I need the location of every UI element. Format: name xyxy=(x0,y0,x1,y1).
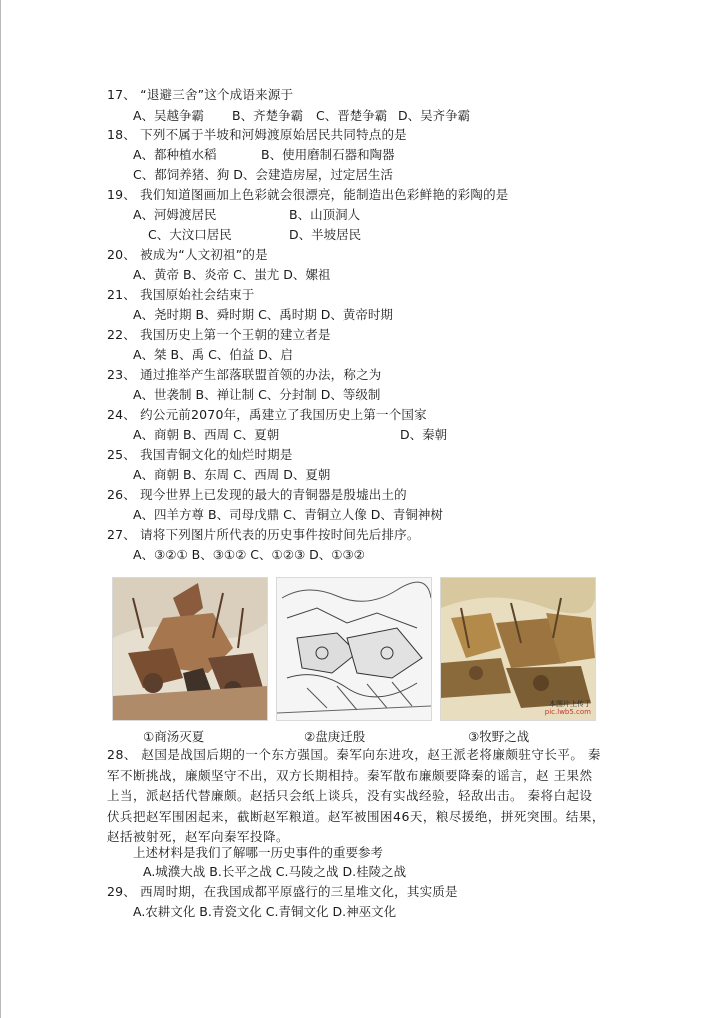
question-28-options: A.城濮大战 B.长平之战 C.马陵之战 D.桂陵之战 xyxy=(143,864,407,879)
question-24-stem: 24、 约公元前2070年，禹建立了我国历史上第一个国家 xyxy=(107,407,427,422)
question-17-stem: 17、 “退避三舍”这个成语来源于 xyxy=(107,87,294,102)
question-24-option-d: D、秦朝 xyxy=(400,427,448,442)
image-1-caption: ①商汤灭夏 xyxy=(143,729,205,744)
question-26-stem: 26、 现今世界上已发现的最大的青铜器是殷墟出土的 xyxy=(107,487,407,502)
question-19-option-c: C、大汶口居民 xyxy=(148,227,232,242)
question-20-options: A、黄帝 B、炎帝 C、蚩尤 D、嫘祖 xyxy=(133,267,331,282)
question-28-line-1: 28、 赵国是战国后期的一个东方强国。秦军向东进攻，赵王派老将廉颇驻守长平。 秦 xyxy=(107,747,601,762)
question-27-stem: 27、 请将下列图片所代表的历史事件按时间先后排序。 xyxy=(107,527,420,542)
painting-image xyxy=(113,578,267,720)
question-28-line-2: 军不断挑战，廉颇坚守不出，双方长期相持。秦军散布廉颇要降秦的谣言，赵 王果然 xyxy=(107,767,593,783)
image-battle-of-muye xyxy=(440,577,596,721)
question-27-options: A、③②① B、③①② C、①②③ D、①③② xyxy=(133,547,365,562)
image-2-caption: ②盘庚迁殷 xyxy=(304,729,366,744)
question-25-stem: 25、 我国青铜文化的灿烂时期是 xyxy=(107,447,293,462)
question-17-option-a: A、吴越争霸 xyxy=(133,108,205,123)
question-25-options: A、商朝 B、东周 C、西周 D、夏朝 xyxy=(133,467,331,482)
question-28-passage xyxy=(107,745,615,848)
question-28-line-4: 伏兵把赵军围困起来，截断赵军粮道。赵军被围困46天，粮尽援绝，拼死突围。结果， xyxy=(107,808,605,824)
image-3-caption: ③牧野之战 xyxy=(468,729,530,744)
question-17-option-d: D、吴齐争霸 xyxy=(398,108,471,123)
question-17-option-c: C、晋楚争霸 xyxy=(316,108,388,123)
question-26-options: A、四羊方尊 B、司母戊鼎 C、青铜立人像 D、青铜神树 xyxy=(133,507,443,522)
watermark-text: 本图片上传于 xyxy=(549,700,591,708)
question-28-line-3: 上当，派赵括代替廉颇。赵括只会纸上谈兵，没有实战经验，轻敌出击。 秦将白起设 xyxy=(107,788,593,803)
question-18-option-b: B、使用磨制石器和陶器 xyxy=(261,147,395,162)
watermark xyxy=(545,700,591,716)
painting-image xyxy=(441,578,595,720)
question-29-stem: 29、 西周时期，在我国成都平原盛行的三星堆文化，其实质是 xyxy=(107,884,458,899)
question-20-stem: 20、 被成为“人文初祖”的是 xyxy=(107,247,268,262)
image-shang-tang-conquers-xia xyxy=(112,577,268,721)
watermark-url: pic.lwb5.com xyxy=(544,708,591,716)
question-17-option-b: B、齐楚争霸 xyxy=(232,108,304,123)
question-28-prompt: 上述材料是我们了解哪一历史事件的重要参考 xyxy=(133,845,384,860)
question-19-option-a: A、河姆渡居民 xyxy=(133,207,217,222)
image-pangeng-moves-to-yin xyxy=(276,577,432,721)
question-23-stem: 23、 通过推举产生部落联盟首领的办法，称之为 xyxy=(107,367,382,382)
question-28-line-5: 赵括被射死，赵军向秦军投降。 xyxy=(107,829,290,844)
question-24-options-abc: A、商朝 B、西周 C、夏朝 xyxy=(133,427,280,442)
question-19-option-d: D、半坡居民 xyxy=(289,227,362,242)
question-29-options: A.农耕文化 B.青瓷文化 C.青铜文化 D.神巫文化 xyxy=(133,904,397,919)
question-23-options: A、世袭制 B、禅让制 C、分封制 D、等级制 xyxy=(133,387,381,402)
question-18-options-cd: C、都饲养猪、狗 D、会建造房屋，过定居生活 xyxy=(133,167,393,182)
page-edge-line xyxy=(0,0,1,1018)
sketch-image xyxy=(277,578,431,720)
question-22-stem: 22、 我国历史上第一个王朝的建立者是 xyxy=(107,327,331,342)
question-22-options: A、桀 B、禹 C、伯益 D、启 xyxy=(133,347,293,362)
question-18-option-a: A、都种植水稻 xyxy=(133,147,217,162)
question-19-option-b: B、山顶洞人 xyxy=(289,207,361,222)
question-21-stem: 21、 我国原始社会结束于 xyxy=(107,287,255,302)
question-21-options: A、尧时期 B、舜时期 C、禹时期 D、黄帝时期 xyxy=(133,307,393,322)
question-18-stem: 18、 下列不属于半坡和河姆渡原始居民共同特点的是 xyxy=(107,127,407,142)
question-19-stem: 19、 我们知道图画加上色彩就会很漂亮，能制造出色彩鲜艳的彩陶的是 xyxy=(107,187,509,202)
